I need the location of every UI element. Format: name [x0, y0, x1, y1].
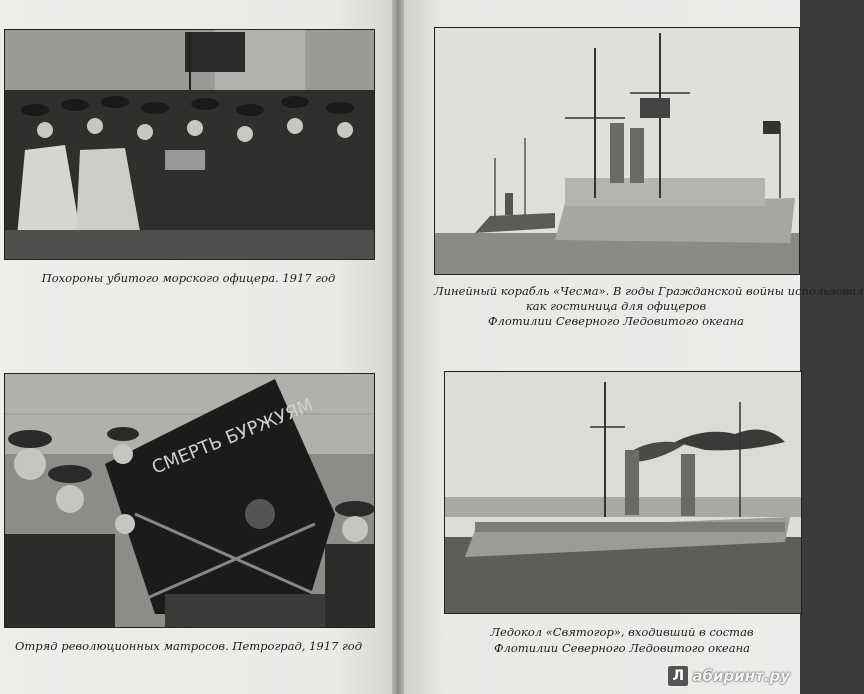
right-page	[404, 0, 864, 694]
icebreaker-photo	[444, 371, 802, 614]
labirint-watermark	[668, 666, 790, 686]
left-page	[0, 0, 392, 694]
banner-text: СМЕРТЬ БУРЖУЯМ	[149, 394, 317, 479]
watermark-text: абиринт.ру	[692, 667, 790, 685]
battleship-caption-line-2: как гостиница для офицеров	[525, 299, 707, 313]
labirint-logo-icon: Л	[668, 666, 688, 686]
book-gutter	[392, 0, 404, 694]
icebreaker-caption-line-1: Ледокол «Святогор», входивший в состав	[490, 625, 754, 639]
sailors-caption: Отряд революционных матросов. Петроград, 1917 год	[14, 639, 363, 653]
sailors-photo	[4, 373, 375, 628]
battleship-caption-line-1: Линейный корабль «Чесма». В годы Гражданской войны использовал	[434, 284, 864, 298]
funeral-caption: Похороны убитого морского офицера. 1917 год	[41, 271, 336, 285]
battleship-photo	[434, 27, 800, 275]
icebreaker-caption-line-2: Флотилии Северного Ледовитого океана	[493, 641, 751, 655]
funeral-photo	[4, 29, 375, 260]
battleship-caption-line-3: Флотилии Северного Ледовитого океана	[487, 314, 745, 328]
